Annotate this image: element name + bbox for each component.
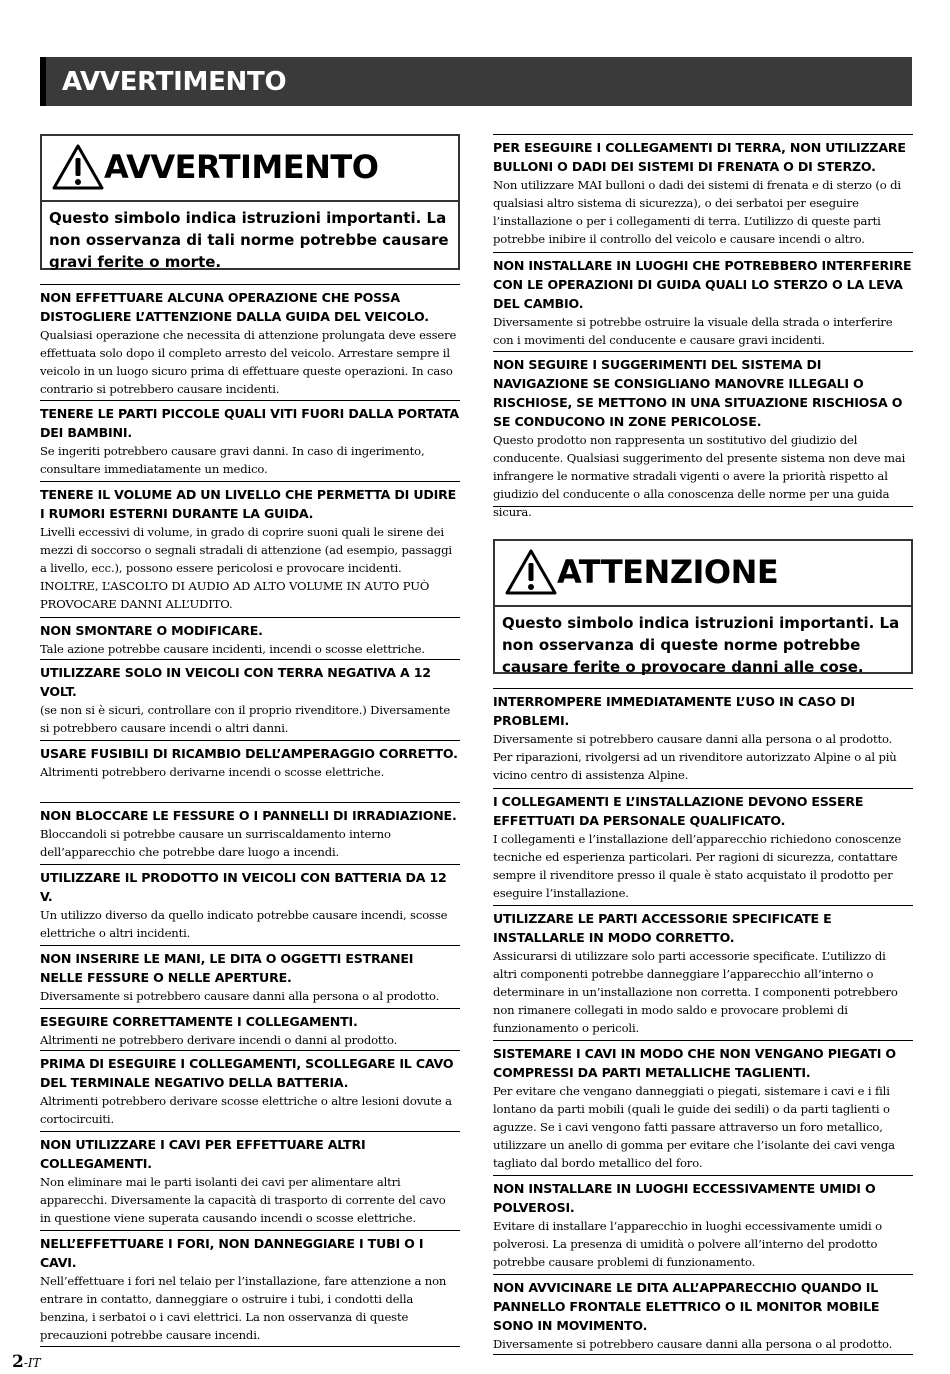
- right-section-5: [493, 788, 913, 902]
- section-body: Non eliminare mai le parti isolanti dei cavi per alimentare altri apparecchi. Diversamente la capacità di trasporto di corrente del cavo in questione viene superata causando incendi o scosse elettriche.: [40, 1175, 446, 1225]
- section-body: I collegamenti e l’installazione dell’apparecchio richiedono conoscenze tecniche ed esperienza particolari. Per ragioni di sicurezza, contattare sempre il rivenditore presso il quale è stato acquistato il prodotto per eseguire l’installazione.: [493, 832, 902, 900]
- left-section-9: [40, 945, 460, 1005]
- section-body: Diversamente si potrebbero causare danni alla persona o al prodotto. Per riparazioni, rivolgersi ad un rivenditore autorizzato Alpine o al più vicino centro di assistenza Alpine.: [493, 732, 897, 782]
- section-heading: TENERE LE PARTI PICCOLE QUALI VITI FUORI DALLA PORTATA DEI BAMBINI.: [40, 406, 459, 440]
- section-heading: SISTEMARE I CAVI IN MODO CHE NON VENGANO PIEGATI O COMPRESSI DA PARTI METALLICHE TAGLIENTI.: [493, 1046, 896, 1080]
- section-body: (se non si è sicuri, controllare con il proprio rivenditore.) Diversamente si potrebbero causare incendi o altri danni.: [40, 703, 451, 735]
- page-number-value: 2: [12, 1352, 24, 1372]
- left-section-8: [40, 864, 460, 942]
- right-section-3: [493, 351, 913, 521]
- section-body: Diversamente si potrebbero causare danni alla persona o al prodotto.: [40, 989, 440, 1003]
- warning-triangle-icon: [52, 143, 104, 191]
- left-column-end-rule: [40, 1346, 460, 1347]
- caution-box: [493, 539, 913, 674]
- section-body: Questo prodotto non rappresenta un sostitutivo del giudizio del conducente. Qualsiasi suggerimento del presente sistema non deve mai infrangere le normative stradali vigenti o avere la priorità rispetto al giudizio del conducente o alla conoscenza delle norme per una guida sicura.: [493, 433, 906, 519]
- left-section-13: [40, 1230, 460, 1344]
- left-section-6: [40, 740, 460, 781]
- right-section-2: [493, 252, 913, 349]
- section-body: Bloccandoli si potrebbe causare un surriscaldamento interno dell’apparecchio che potrebbe dare luogo a incendi.: [40, 827, 391, 859]
- section-heading: NON UTILIZZARE I CAVI PER EFFETTUARE ALTRI COLLEGAMENTI.: [40, 1137, 366, 1171]
- warning-box: [40, 134, 460, 270]
- section-heading: ESEGUIRE CORRETTAMENTE I COLLEGAMENTI.: [40, 1014, 358, 1029]
- section-heading: NON SMONTARE O MODIFICARE.: [40, 623, 263, 638]
- caution-box-text: Questo simbolo indica istruzioni importanti. La non osservanza di queste norme potrebbe causare ferite o provocare danni alle cose.: [502, 614, 900, 676]
- section-heading: I COLLEGAMENTI E L’INSTALLAZIONE DEVONO ESSERE EFFETTUATI DA PERSONALE QUALIFICATO.: [493, 794, 864, 828]
- banner-title: AVVERTIMENTO: [62, 67, 287, 97]
- section-heading: NON INSERIRE LE MANI, LE DITA O OGGETTI ESTRANEI NELLE FESSURE O NELLE APERTURE.: [40, 951, 414, 985]
- left-section-11: [40, 1050, 460, 1128]
- section-body: Qualsiasi operazione che necessita di attenzione prolungata deve essere effettuata solo dopo il completo arresto del veicolo. Arrestare sempre il veicolo in un luogo sicuro prima di effettuare queste operazioni. In caso contrario si potrebbero causare incidenti.: [40, 328, 457, 396]
- section-heading: PER ESEGUIRE I COLLEGAMENTI DI TERRA, NON UTILIZZARE BULLONI O DADI DEI SISTEMI DI FRENATA O DI STERZO.: [493, 140, 906, 174]
- page-banner: [40, 57, 912, 106]
- page-number-suffix: -IT: [23, 1356, 41, 1370]
- left-section-3: [40, 481, 460, 613]
- section-body: Evitare di installare l’apparecchio in luoghi eccessivamente umidi o polverosi. La presenza di umidità o polvere all’interno del prodotto potrebbe causare problemi di funzionamento.: [493, 1219, 882, 1269]
- section-body: Diversamente si potrebbero causare danni alla persona o al prodotto.: [493, 1337, 893, 1351]
- page-number: [12, 1352, 41, 1372]
- right-section-1: [493, 134, 913, 248]
- section-body: Diversamente si potrebbe ostruire la visuale della strada o interferire con i movimenti del conducente e causare gravi incidenti.: [493, 315, 893, 347]
- section-body: Un utilizzo diverso da quello indicato potrebbe causare incendi, scosse elettriche o altri incidenti.: [40, 908, 448, 940]
- section-heading: NON AVVICINARE LE DITA ALL’APPARECCHIO QUANDO IL PANNELLO FRONTALE ELETTRICO O IL MONITOR MOBILE SONO IN MOVIMENTO.: [493, 1280, 880, 1333]
- right-section-9: [493, 1274, 913, 1353]
- warning-box-text: Questo simbolo indica istruzioni importanti. La non osservanza di tali norme potrebbe causare gravi ferite o morte.: [49, 209, 449, 271]
- warning-box-header: [42, 136, 458, 202]
- section-body: Nell’effettuare i fori nel telaio per l’installazione, fare attenzione a non entrare in contatto, danneggiare o ostruire i tubi, i condotti della benzina, i serbatoi o i cavi elettrici. La non osservanza di queste precauzioni potrebbe causare incendi.: [40, 1274, 447, 1342]
- left-section-7: [40, 802, 460, 861]
- section-heading: USARE FUSIBILI DI RICAMBIO DELL’AMPERAGGIO CORRETTO.: [40, 746, 458, 761]
- section-body: Se ingeriti potrebbero causare gravi danni. In caso di ingerimento, consultare immediatamente un medico.: [40, 444, 425, 476]
- section-heading: UTILIZZARE LE PARTI ACCESSORIE SPECIFICATE E INSTALLARLE IN MODO CORRETTO.: [493, 911, 832, 945]
- right-section-4: [493, 688, 913, 784]
- section-heading: NON BLOCCARE LE FESSURE O I PANNELLI DI IRRADIAZIONE.: [40, 808, 457, 823]
- right-section-7: [493, 1040, 913, 1172]
- left-section-12: [40, 1131, 460, 1227]
- section-body: Altrimenti ne potrebbero derivare incendi o danni al prodotto.: [40, 1033, 398, 1047]
- section-heading: NELL’EFFETTUARE I FORI, NON DANNEGGIARE I TUBI O I CAVI.: [40, 1236, 424, 1270]
- section-body: Altrimenti potrebbero derivarne incendi o scosse elettriche.: [40, 765, 385, 779]
- left-section-1: [40, 284, 460, 398]
- section-body: Non utilizzare MAI bulloni o dadi dei sistemi di frenata e di sterzo (o di qualsiasi altro sistema di sicurezza), o dei serbatoi per eseguire l’installazione o per i collegamenti di terra. L’utilizzo di queste parti potrebbe inibire il controllo del veicolo e causare incendi o altro.: [493, 178, 901, 246]
- section-body: Assicurarsi di utilizzare solo parti accessorie specificate. L’utilizzo di altri componenti potrebbe danneggiare l’apparecchio all’interno o determinare in un’installazione non corretta. I componenti potrebbero non rimanere collegati in modo saldo e provocare problemi di funzionamento o pericoli.: [493, 949, 898, 1035]
- section-heading: NON INSTALLARE IN LUOGHI ECCESSIVAMENTE UMIDI O POLVEROSI.: [493, 1181, 876, 1215]
- section-heading: NON SEGUIRE I SUGGERIMENTI DEL SISTEMA DI NAVIGAZIONE SE CONSIGLIANO MANOVRE ILLEGALI O RISCHIOSE, SE METTONO IN UNA SITUAZIONE RISCHIOSA O SE CONDUCONO IN ZONE PERICOLOSE.: [493, 357, 903, 429]
- section-heading: PRIMA DI ESEGUIRE I COLLEGAMENTI, SCOLLEGARE IL CAVO DEL TERMINALE NEGATIVO DELLA BATTERIA.: [40, 1056, 454, 1090]
- section-body: Livelli eccessivi di volume, in grado di coprire suoni quali le sirene dei mezzi di soccorso o segnali stradali di attenzione (ad esempio, passaggi a livello, ecc.), possono essere pericolosi e provocare incidenti. INOLTRE, L’ASCOLTO DI AUDIO AD ALTO VOLUME IN AUTO PUÒ PROVOCARE DANNI ALL’UDITO.: [40, 525, 452, 611]
- section-heading: INTERROMPERE IMMEDIATAMENTE L’USO IN CASO DI PROBLEMI.: [493, 694, 855, 728]
- left-section-2: [40, 400, 460, 478]
- left-section-10: [40, 1008, 460, 1049]
- right-section-6: [493, 905, 913, 1037]
- section-body: Per evitare che vengano danneggiati o piegati, sistemare i cavi e i fili lontano da parti mobili (quali le guide dei sedili) o da parti taglienti o aguzze. Se i cavi vengono fatti passare attraverso un foro metallico, utilizzare un anello di gomma per evitare che l’isolante dei cavi venga tagliato dal bordo metallico del foro.: [493, 1084, 895, 1170]
- section-heading: UTILIZZARE IL PRODOTTO IN VEICOLI CON BATTERIA DA 12 V.: [40, 870, 447, 904]
- section-heading: NON INSTALLARE IN LUOGHI CHE POTREBBERO INTERFERIRE CON LE OPERAZIONI DI GUIDA QUALI LO STERZO O LA LEVA DEL CAMBIO.: [493, 258, 912, 311]
- right-section-8: [493, 1175, 913, 1271]
- section-body: Tale azione potrebbe causare incidenti, incendi o scosse elettriche.: [40, 642, 425, 656]
- right-top-end-rule: [493, 506, 913, 507]
- caution-box-title: ATTENZIONE: [557, 553, 779, 591]
- warning-box-title: AVVERTIMENTO: [104, 148, 379, 186]
- section-heading: NON EFFETTUARE ALCUNA OPERAZIONE CHE POSSA DISTOGLIERE L’ATTENZIONE DALLA GUIDA DEL VEICOLO.: [40, 290, 429, 324]
- warning-triangle-icon: [505, 548, 557, 596]
- left-section-4: [40, 617, 460, 658]
- left-section-5: [40, 659, 460, 737]
- caution-box-header: [495, 541, 911, 607]
- section-body: Altrimenti potrebbero derivare scosse elettriche o altre lesioni dovute a cortocircuiti.: [40, 1094, 452, 1126]
- right-column-end-rule: [493, 1354, 913, 1355]
- section-heading: UTILIZZARE SOLO IN VEICOLI CON TERRA NEGATIVA A 12 VOLT.: [40, 665, 431, 699]
- section-heading: TENERE IL VOLUME AD UN LIVELLO CHE PERMETTA DI UDIRE I RUMORI ESTERNI DURANTE LA GUIDA.: [40, 487, 457, 521]
